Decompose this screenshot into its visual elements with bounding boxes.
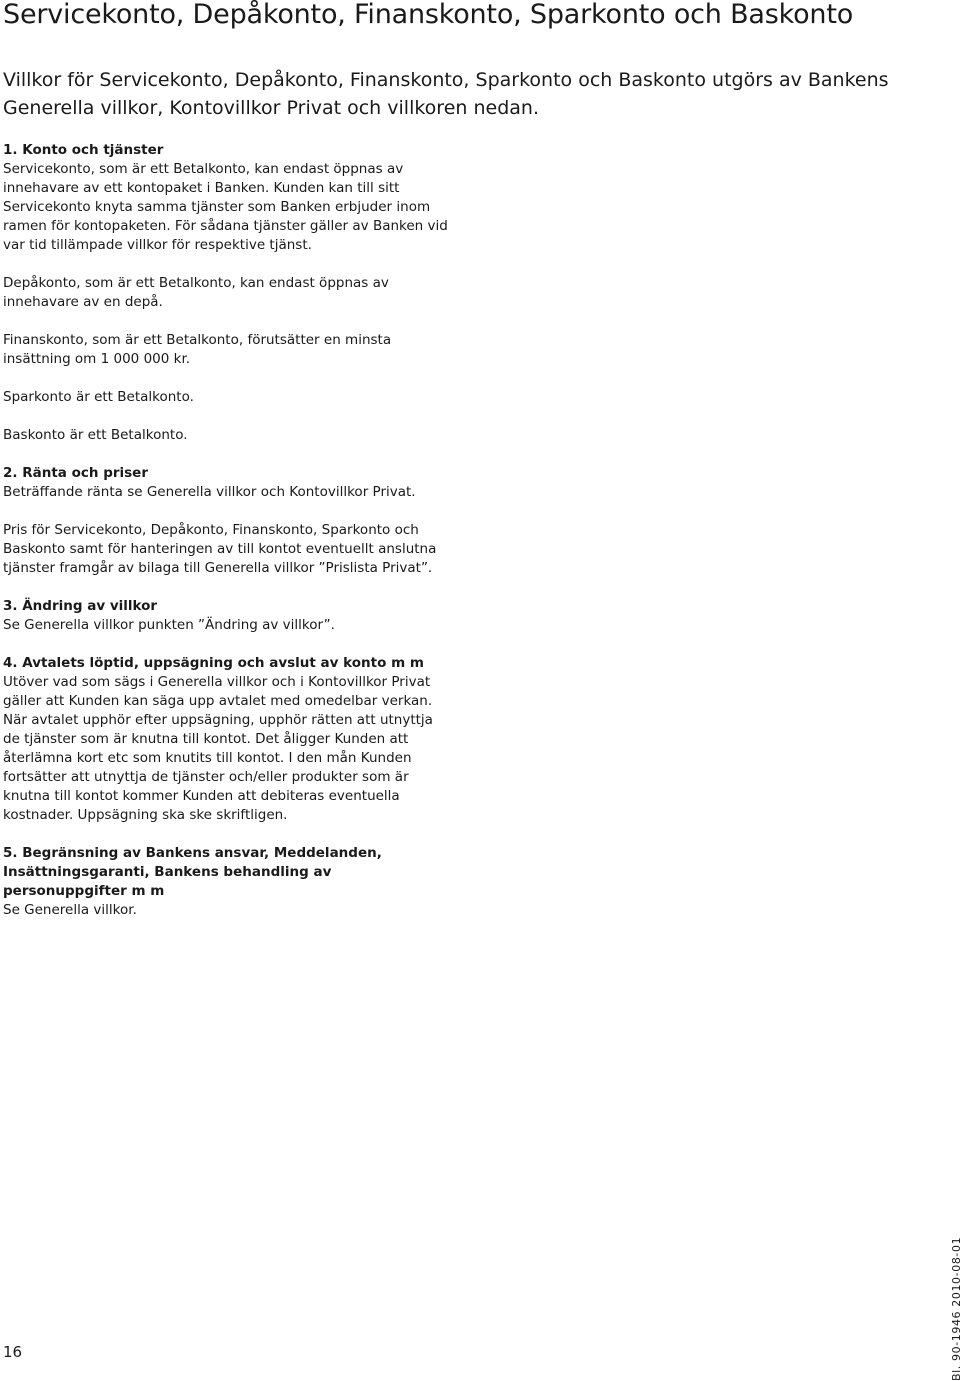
- section-4-paragraph-1: Utöver vad som sägs i Generella villkor och i Kontovillkor Privat gäller att Kunden kan säga upp avtalet med omedelbar verkan. När avtalet upphör efter uppsägning, upphör rätten att utnyttja de tjänster som är knutna till kontot. Det åligger Kunden att återlämna kort etc som knutits till kontot. I den mån Kunden fortsätter att utnyttja de tjänster och/eller produkter som är knutna till kontot kommer Kunden att debiteras eventuella kostnader. Uppsägning ska ske skriftligen.: [3, 674, 433, 823]
- section-1-paragraph-2: Depåkonto, som är ett Betalkonto, kan endast öppnas av innehavare av en depå.: [3, 275, 389, 310]
- section-5-paragraph-1: Se Generella villkor.: [3, 902, 137, 918]
- section-3: [3, 597, 453, 635]
- section-1-paragraph-5: Baskonto är ett Betalkonto.: [3, 427, 188, 443]
- section-4: [3, 654, 453, 825]
- section-3-paragraph-1: Se Generella villkor punkten ”Ändring av villkor”.: [3, 617, 335, 633]
- page-subtitle: Villkor för Servicekonto, Depåkonto, Finanskonto, Sparkonto och Baskonto utgörs av Bankens Generella villkor, Kontovillkor Privat och villkoren nedan.: [3, 69, 889, 119]
- section-2-paragraph-1: Beträffande ränta se Generella villkor och Kontovillkor Privat.: [3, 484, 416, 500]
- section-4-heading: 4. Avtalets löptid, uppsägning och avslut av konto m m: [3, 655, 424, 671]
- section-2: [3, 464, 453, 502]
- section-5: [3, 844, 453, 920]
- section-5-heading: 5. Begränsning av Bankens ansvar, Meddelanden, Insättningsgaranti, Bankens behandling av personuppgifter m m: [3, 845, 382, 899]
- terms-body: [3, 141, 453, 939]
- document-code: Bl. 90-1946 2010-08-01: [950, 1236, 963, 1381]
- section-1-paragraph-4: Sparkonto är ett Betalkonto.: [3, 389, 194, 405]
- section-1: [3, 141, 453, 255]
- section-1-heading: 1. Konto och tjänster: [3, 142, 164, 158]
- section-1-paragraph-1: Servicekonto, som är ett Betalkonto, kan endast öppnas av innehavare av ett kontopaket i Banken. Kunden kan till sitt Servicekonto knyta samma tjänster som Banken erbjuder inom ramen för kontopaketen. För sådana tjänster gäller av Banken vid var tid tillämpade villkor för respektive tjänst.: [3, 161, 448, 253]
- section-1-paragraph-3: Finanskonto, som är ett Betalkonto, förutsätter en minsta insättning om 1 000 000 kr.: [3, 332, 392, 367]
- section-2-paragraph-2: Pris för Servicekonto, Depåkonto, Finanskonto, Sparkonto och Baskonto samt för hanteringen av till kontot eventuellt anslutna tjänster framgår av bilaga till Generella villkor ”Prislista Privat”.: [3, 522, 437, 576]
- page-number: 16: [3, 1343, 23, 1361]
- section-2-heading: 2. Ränta och priser: [3, 465, 148, 481]
- page-title: Servicekonto, Depåkonto, Finanskonto, Sparkonto och Baskonto: [3, 0, 854, 30]
- section-3-heading: 3. Ändring av villkor: [3, 598, 158, 614]
